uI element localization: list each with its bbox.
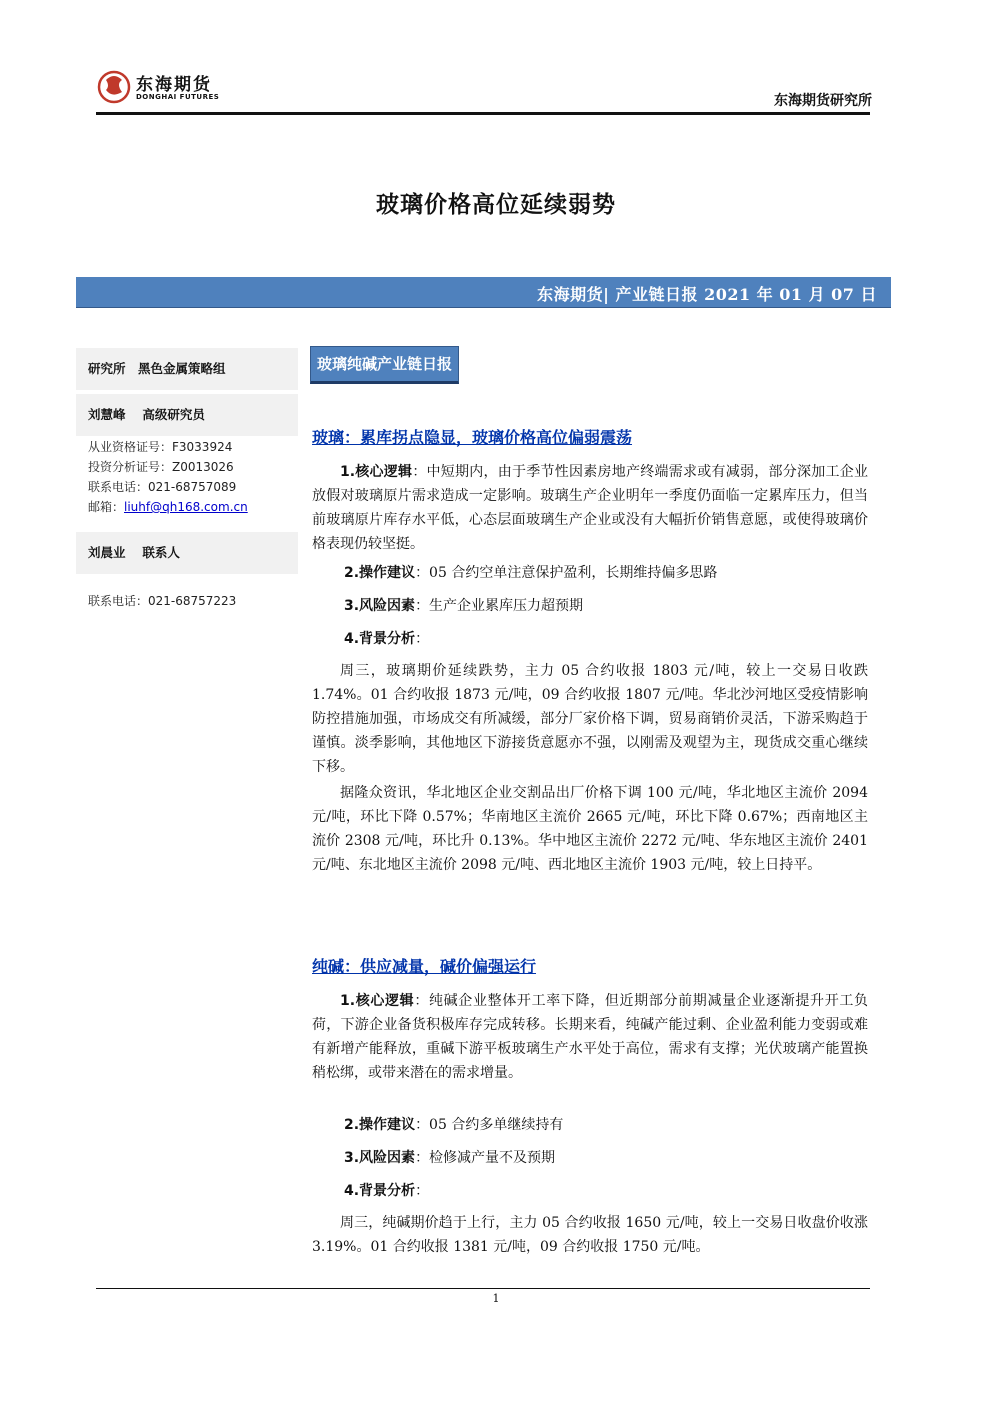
soda-bg-colon: ： bbox=[415, 1183, 430, 1199]
contact-phone: 联系电话：021-68757223 bbox=[88, 594, 237, 608]
soda-advice-label: 2.操作建议 bbox=[344, 1117, 416, 1133]
glass-risk-label: 3.风险因素 bbox=[344, 598, 416, 614]
glass-background-heading bbox=[344, 627, 429, 651]
sidebar-analyst-name: 刘慧峰 高级研究员 bbox=[76, 394, 298, 436]
analyst-phone: 联系电话：021-68757089 bbox=[88, 480, 237, 494]
soda-risk-label: 3.风险因素 bbox=[344, 1150, 416, 1166]
glass-background-p1: 周三，玻璃期价延续跌势，主力 05 合约收报 1803 元/吨，较上一交易日收跌 1.74%。01 合约收报 1873 元/吨，09 合约收报 1807 元/吨。华北沙河地区受疫情影响防控措施加强，市场成交有所减缓，部分厂家价格下调，贸易商销价灵活，下游采购趋于谨慎。淡季影响，其他地区下游接货意愿亦不强，以刚需及观望为主，现货成交重心继续下移。 bbox=[312, 663, 868, 775]
sidebar-dept: 研究所 黑色金属策略组 bbox=[76, 348, 298, 390]
soda-core-logic bbox=[312, 989, 868, 1085]
page-number: 1 bbox=[492, 1292, 500, 1305]
glass-logic-label: 1.核心逻辑 bbox=[340, 464, 413, 480]
soda-section-title: 纯碱：供应减量，碱价偏强运行 bbox=[312, 957, 537, 976]
glass-bg-label: 4.背景分析 bbox=[344, 631, 416, 647]
soda-advice-text: ：05 合约多单继续持有 bbox=[415, 1117, 564, 1133]
soda-background-p1: 周三，纯碱期价趋于上行，主力 05 合约收报 1650 元/吨，较上一交易日收盘价收涨 3.19%。01 合约收报 1381 元/吨，09 合约收报 1750 元/吨。 bbox=[312, 1215, 868, 1255]
glass-risk bbox=[344, 594, 583, 618]
glass-section-title: 玻璃：累库拐点隐显，玻璃价格高位偏弱震荡 bbox=[312, 428, 633, 447]
sidebar-contact-name: 刘晨业 联系人 bbox=[76, 532, 298, 574]
email-link[interactable]: liuhf@qh168.com.cn bbox=[124, 500, 248, 514]
glass-logic-text: ：中短期内，由于季节性因素房地产终端需求或有减弱，部分深加工企业放假对玻璃原片需求造成一定影响。玻璃生产企业明年一季度仍面临一定累库压力，但当前玻璃原片库存水平低，心态层面玻璃生产企业或没有大幅折价销售意愿，或使得玻璃价格表现仍较坚挺。 bbox=[312, 464, 869, 552]
date-banner bbox=[76, 277, 891, 308]
report-title: 玻璃价格高位延续弱势 bbox=[376, 191, 616, 218]
glass-advice bbox=[344, 561, 717, 585]
institute-name: 东海期货研究所 bbox=[774, 93, 872, 109]
glass-background-p2: 据隆众资讯，华北地区企业交割品出厂价格下调 100 元/吨，华北地区主流价 2094 元/吨，环比下降 0.57%；华南地区主流价 2665 元/吨，环比下降 0.67%；西南地区主流价 2308 元/吨，环比升 0.13%。华中地区主流价 2272 元/吨、华东地区主流价 2401 元/吨、东北地区主流价 2098 元/吨、西北地区主流价 1903 元/吨，较上日持平。 bbox=[312, 785, 868, 873]
soda-logic-label: 1.核心逻辑 bbox=[340, 993, 415, 1009]
report-type-tag: 玻璃纯碱产业链日报 bbox=[310, 346, 459, 384]
glass-advice-label: 2.操作建议 bbox=[344, 565, 416, 581]
email-label: 邮箱： bbox=[88, 500, 125, 514]
footer-divider bbox=[96, 1288, 870, 1289]
analyst-email-row bbox=[88, 498, 248, 515]
soda-logic-text: ：纯碱企业整体开工率下降，但近期部分前期减量企业逐渐提升开工负荷，下游企业备货积极库存完成转移。长期来看，纯碱产能过剩、企业盈利能力变弱或难有新增产能释放，重碱下游平板玻璃生产水平处于高位，需求有支撑；光伏玻璃产能置换稍松绑，或带来潜在的需求增量。 bbox=[312, 993, 869, 1081]
glass-core-logic bbox=[312, 460, 868, 556]
glass-risk-text: ：生产企业累库压力超预期 bbox=[415, 598, 584, 614]
glass-bg-colon: ： bbox=[415, 631, 430, 647]
soda-risk bbox=[344, 1146, 555, 1170]
analyst-license: 从业资格证号：F3033924 bbox=[88, 440, 233, 454]
analyst-invest-license: 投资分析证号：Z0013026 bbox=[88, 460, 234, 474]
soda-advice bbox=[344, 1113, 563, 1137]
header-divider bbox=[96, 112, 870, 115]
soda-bg-label: 4.背景分析 bbox=[344, 1183, 416, 1199]
logo-text-en: DONGHAI FUTURES bbox=[136, 93, 220, 101]
glass-advice-text: ：05 合约空单注意保护盈利，长期维持偏多思路 bbox=[415, 565, 718, 581]
banner-text: 东海期货| 产业链日报 2021 年 01 月 07 日 bbox=[537, 285, 877, 304]
soda-risk-text: ：检修减产量不及预期 bbox=[415, 1150, 556, 1166]
soda-background-heading bbox=[344, 1179, 429, 1203]
logo-text-cn: 东海期货 bbox=[136, 75, 212, 95]
